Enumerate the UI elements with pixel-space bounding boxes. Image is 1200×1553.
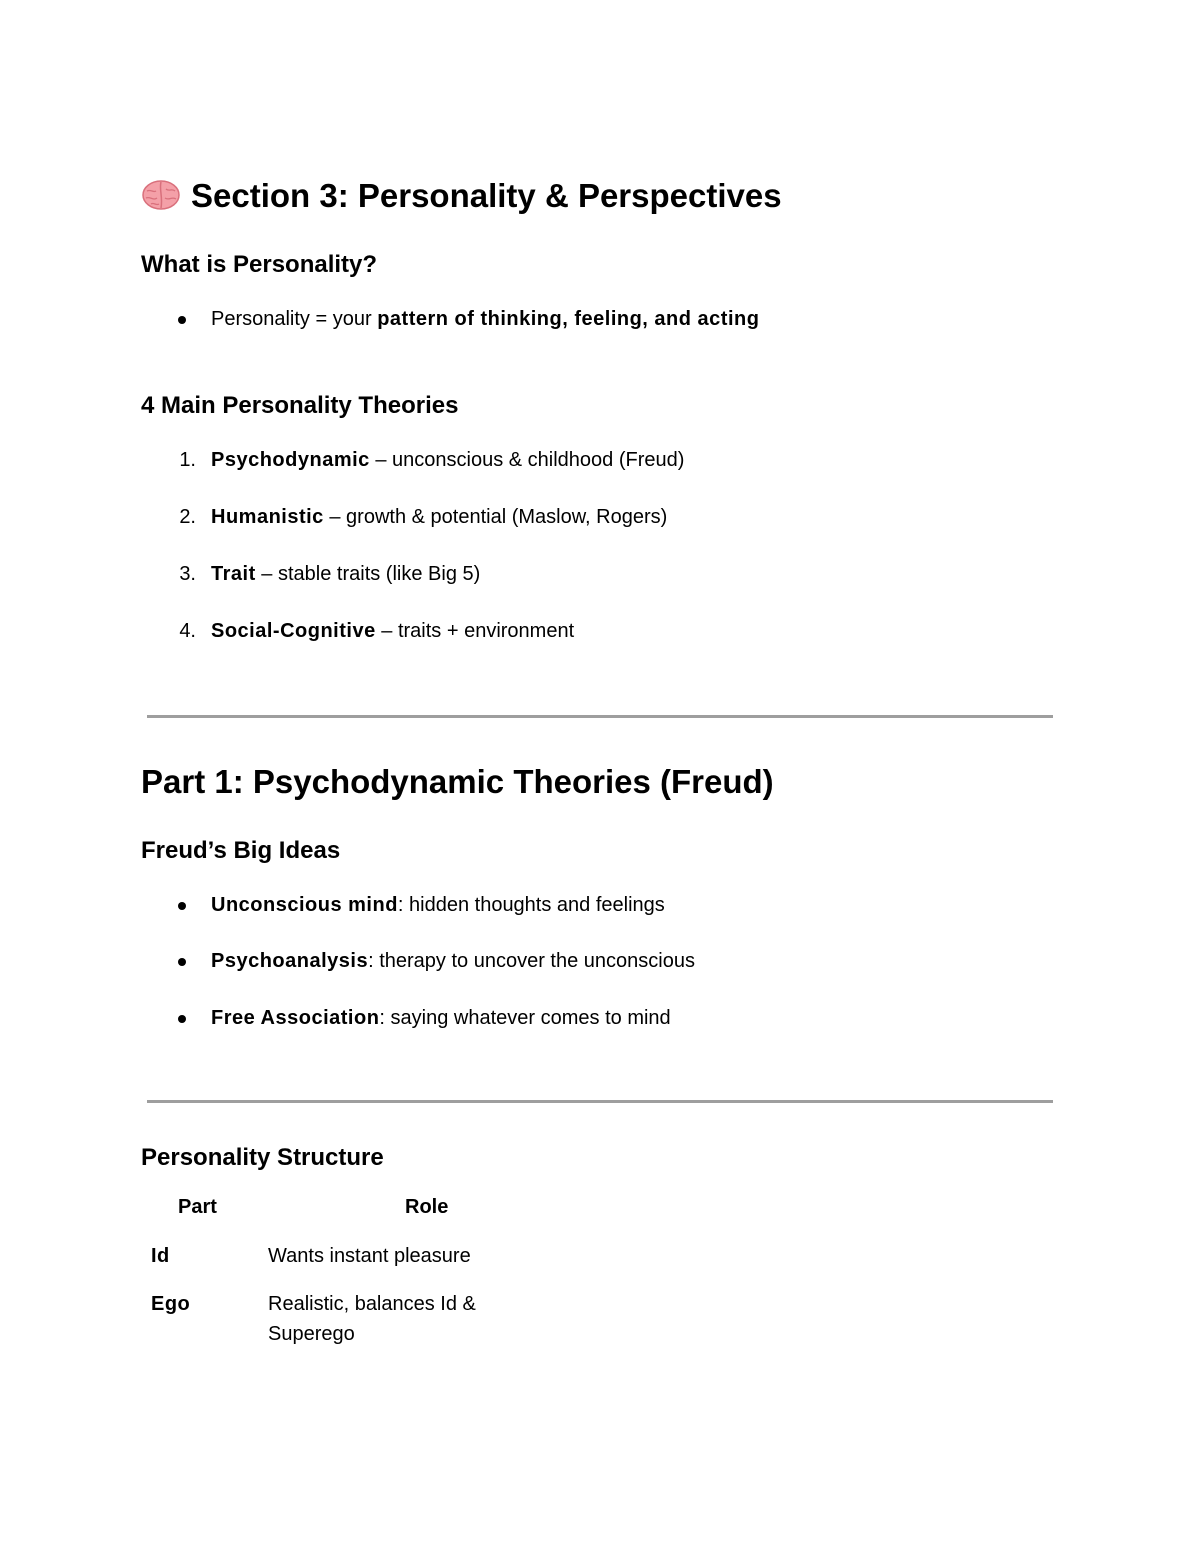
list-item <box>211 447 684 473</box>
table-cell-part: Id <box>151 1245 170 1267</box>
bullet-dot <box>178 902 186 910</box>
bullet-dot <box>178 1015 186 1023</box>
list-item-term: Psychoanalysis <box>211 950 369 972</box>
list-number: 4. <box>179 620 196 642</box>
list-item-desc: – stable traits (like Big 5) <box>255 563 481 585</box>
list-item-term: Free Association <box>211 1007 380 1029</box>
list-item-desc: – traits + environment <box>375 620 575 642</box>
structure-heading: Personality Structure <box>141 1144 384 1171</box>
list-item-term: Social-Cognitive <box>211 620 376 642</box>
table-header-part: Part <box>178 1196 217 1218</box>
brain-icon <box>141 177 181 213</box>
list-item-desc: : hidden thoughts and feelings <box>397 894 665 916</box>
list-item <box>211 618 574 644</box>
list-item-desc: : therapy to uncover the unconscious <box>368 950 695 972</box>
list-number: 3. <box>179 563 196 585</box>
table-cell-part: Ego <box>151 1293 191 1315</box>
list-item <box>211 892 665 918</box>
section-title <box>141 176 782 216</box>
list-item-desc: – growth & potential (Maslow, Rogers) <box>323 506 668 528</box>
list-item-text: Personality = your <box>211 308 378 330</box>
list-item-term: Trait <box>211 563 256 585</box>
list-number: 2. <box>179 506 196 528</box>
section-title-text: Section 3: Personality & Perspectives <box>191 177 782 214</box>
what-is-personality-heading: What is Personality? <box>141 251 378 278</box>
table-cell-role: Wants instant pleasure <box>268 1245 471 1267</box>
theories-heading: 4 Main Personality Theories <box>141 392 459 419</box>
table-cell-role: Realistic, balances Id & Superego <box>268 1293 476 1345</box>
list-item-desc: : saying whatever comes to mind <box>379 1007 671 1029</box>
table-header-role: Role <box>405 1196 449 1218</box>
horizontal-rule <box>147 715 1053 718</box>
big-ideas-heading: Freud’s Big Ideas <box>141 837 341 864</box>
bullet-dot <box>178 958 186 966</box>
list-item-desc: – unconscious & childhood (Freud) <box>369 449 685 471</box>
list-item-term: Humanistic <box>211 506 324 528</box>
list-number: 1. <box>179 449 196 471</box>
list-item-bold: pattern of thinking, feeling, and acting <box>377 308 760 330</box>
list-item <box>211 306 759 332</box>
horizontal-rule <box>147 1100 1053 1103</box>
list-item <box>211 1005 671 1031</box>
part1-title: Part 1: Psychodynamic Theories (Freud) <box>141 763 774 800</box>
list-item <box>211 561 480 587</box>
bullet-dot <box>178 316 186 324</box>
list-item-term: Unconscious mind <box>211 894 398 916</box>
list-item <box>211 504 667 530</box>
list-item <box>211 948 695 974</box>
list-item-term: Psychodynamic <box>211 449 370 471</box>
